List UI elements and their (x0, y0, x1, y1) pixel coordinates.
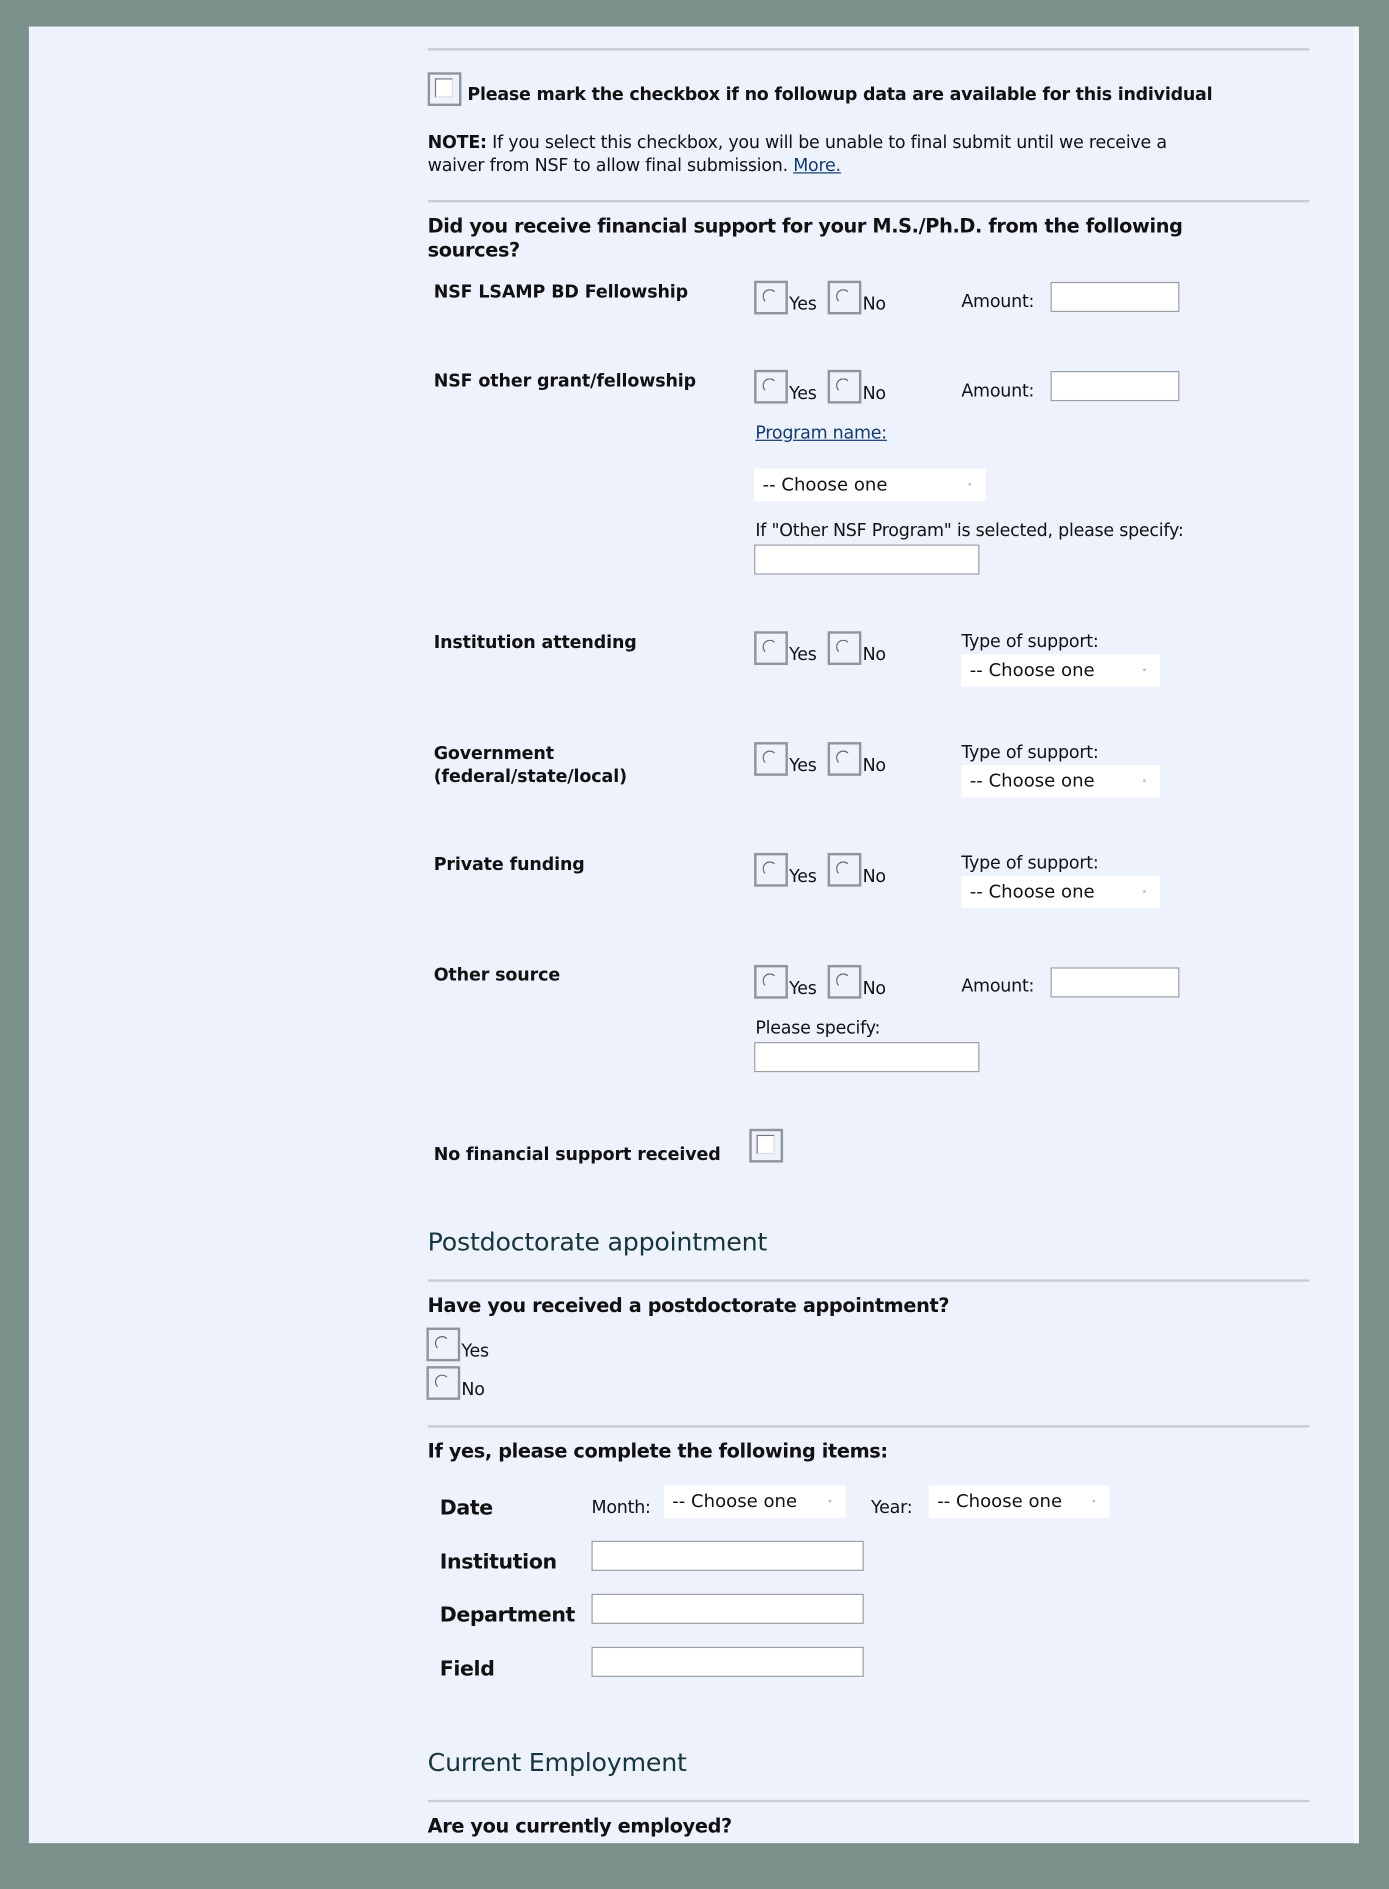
divider (428, 1425, 1310, 1427)
institution-yes-radio[interactable] (754, 631, 788, 665)
no-label: No (862, 867, 886, 887)
row-label-government-2: (federal/state/local) (433, 767, 627, 787)
month-label: Month: (591, 1498, 651, 1518)
department-input[interactable] (592, 1594, 864, 1624)
yes-label: Yes (789, 295, 817, 315)
employment-heading: Current Employment (427, 1748, 687, 1777)
nsf-other-yes-radio[interactable] (754, 370, 788, 404)
postdoc-question: Have you received a postdoctorate appointment? (427, 1293, 950, 1317)
yes-label: Yes (789, 645, 817, 665)
no-label: No (862, 756, 886, 776)
institution-label: Institution (439, 1550, 557, 1575)
private-support-select[interactable]: -- Choose one (961, 876, 1160, 909)
yes-label: Yes (789, 867, 817, 887)
postdoc-heading: Postdoctorate appointment (427, 1227, 768, 1257)
yes-label: Yes (789, 979, 817, 999)
divider (428, 1800, 1310, 1802)
no-support-checkbox[interactable] (749, 1129, 783, 1163)
institution-input[interactable] (592, 1541, 864, 1571)
postdoc-no-radio[interactable] (426, 1366, 460, 1400)
other-source-amount-input[interactable] (1050, 967, 1179, 997)
row-label-private: Private funding (433, 855, 585, 875)
note-text: If you select this checkbox, you will be unable to final submit until we receive a (492, 133, 1167, 153)
please-specify-label: Please specify: (755, 1019, 881, 1039)
type-of-support-label: Type of support: (961, 632, 1099, 652)
institution-no-radio[interactable] (828, 631, 862, 665)
yes-label: Yes (789, 384, 817, 404)
type-of-support-label: Type of support: (961, 854, 1099, 874)
other-source-yes-radio[interactable] (754, 965, 788, 999)
divider (428, 48, 1310, 50)
note-text-2: waiver from NSF to allow final submission. (427, 156, 788, 176)
no-label: No (862, 384, 886, 404)
year-select[interactable]: -- Choose one (929, 1485, 1110, 1518)
nsf-lsamp-amount-input[interactable] (1050, 282, 1179, 312)
amount-label: Amount: (961, 292, 1035, 313)
nsf-lsamp-yes-radio[interactable] (754, 281, 788, 315)
row-label-nsf-lsamp: NSF LSAMP BD Fellowship (433, 283, 689, 303)
other-program-input[interactable] (754, 545, 979, 575)
financial-question: Did you receive financial support for your M.S./Ph.D. from the following (427, 214, 1183, 238)
row-label-government: Government (433, 744, 554, 764)
note-line-1 (428, 134, 1167, 153)
yes-label: Yes (461, 1342, 489, 1362)
nsf-other-amount-input[interactable] (1050, 371, 1179, 401)
nsf-lsamp-no-radio[interactable] (828, 281, 862, 315)
date-label: Date (439, 1496, 493, 1521)
private-yes-radio[interactable] (754, 853, 788, 887)
financial-question-line2: sources? (427, 238, 520, 262)
no-support-label: No financial support received (433, 1145, 721, 1165)
other-program-label: If "Other NSF Program" is selected, please specify: (755, 521, 1184, 541)
field-input[interactable] (592, 1647, 864, 1677)
yes-label: Yes (789, 756, 817, 776)
note-line-2 (428, 157, 841, 176)
program-name-link[interactable]: Program name: (755, 424, 887, 444)
nsf-other-no-radio[interactable] (828, 370, 862, 404)
government-yes-radio[interactable] (754, 742, 788, 776)
private-no-radio[interactable] (828, 853, 862, 887)
department-label: Department (439, 1603, 575, 1628)
other-source-specify-input[interactable] (754, 1042, 979, 1072)
postdoc-yes-radio[interactable] (426, 1328, 460, 1362)
government-no-radio[interactable] (828, 742, 862, 776)
row-label-nsf-other: NSF other grant/fellowship (433, 372, 697, 392)
type-of-support-label: Type of support: (961, 743, 1099, 763)
no-followup-label: Please mark the checkbox if no followup data are available for this individual (467, 85, 1213, 105)
no-label: No (862, 979, 886, 999)
government-support-select[interactable]: -- Choose one (961, 765, 1160, 798)
amount-label: Amount: (961, 977, 1035, 997)
field-label: Field (439, 1657, 495, 1682)
amount-label: Amount: (961, 381, 1035, 402)
note-label: NOTE: (427, 133, 487, 153)
if-yes-label: If yes, please complete the following items: (427, 1439, 888, 1463)
more-link[interactable]: More. (793, 156, 841, 176)
employment-question: Are you currently employed? (427, 1814, 732, 1838)
month-select[interactable]: -- Choose one (664, 1485, 846, 1518)
program-name-select[interactable]: -- Choose one (754, 469, 985, 502)
no-label: No (862, 295, 886, 315)
no-label: No (461, 1380, 485, 1400)
other-source-no-radio[interactable] (828, 965, 862, 999)
year-label: Year: (870, 1498, 913, 1518)
no-followup-checkbox[interactable] (428, 72, 462, 106)
no-label: No (862, 645, 886, 665)
institution-support-select[interactable]: -- Choose one (961, 654, 1160, 687)
divider (428, 200, 1310, 202)
row-label-institution: Institution attending (433, 633, 637, 653)
row-label-other-source: Other source (433, 966, 561, 986)
divider (428, 1279, 1310, 1281)
